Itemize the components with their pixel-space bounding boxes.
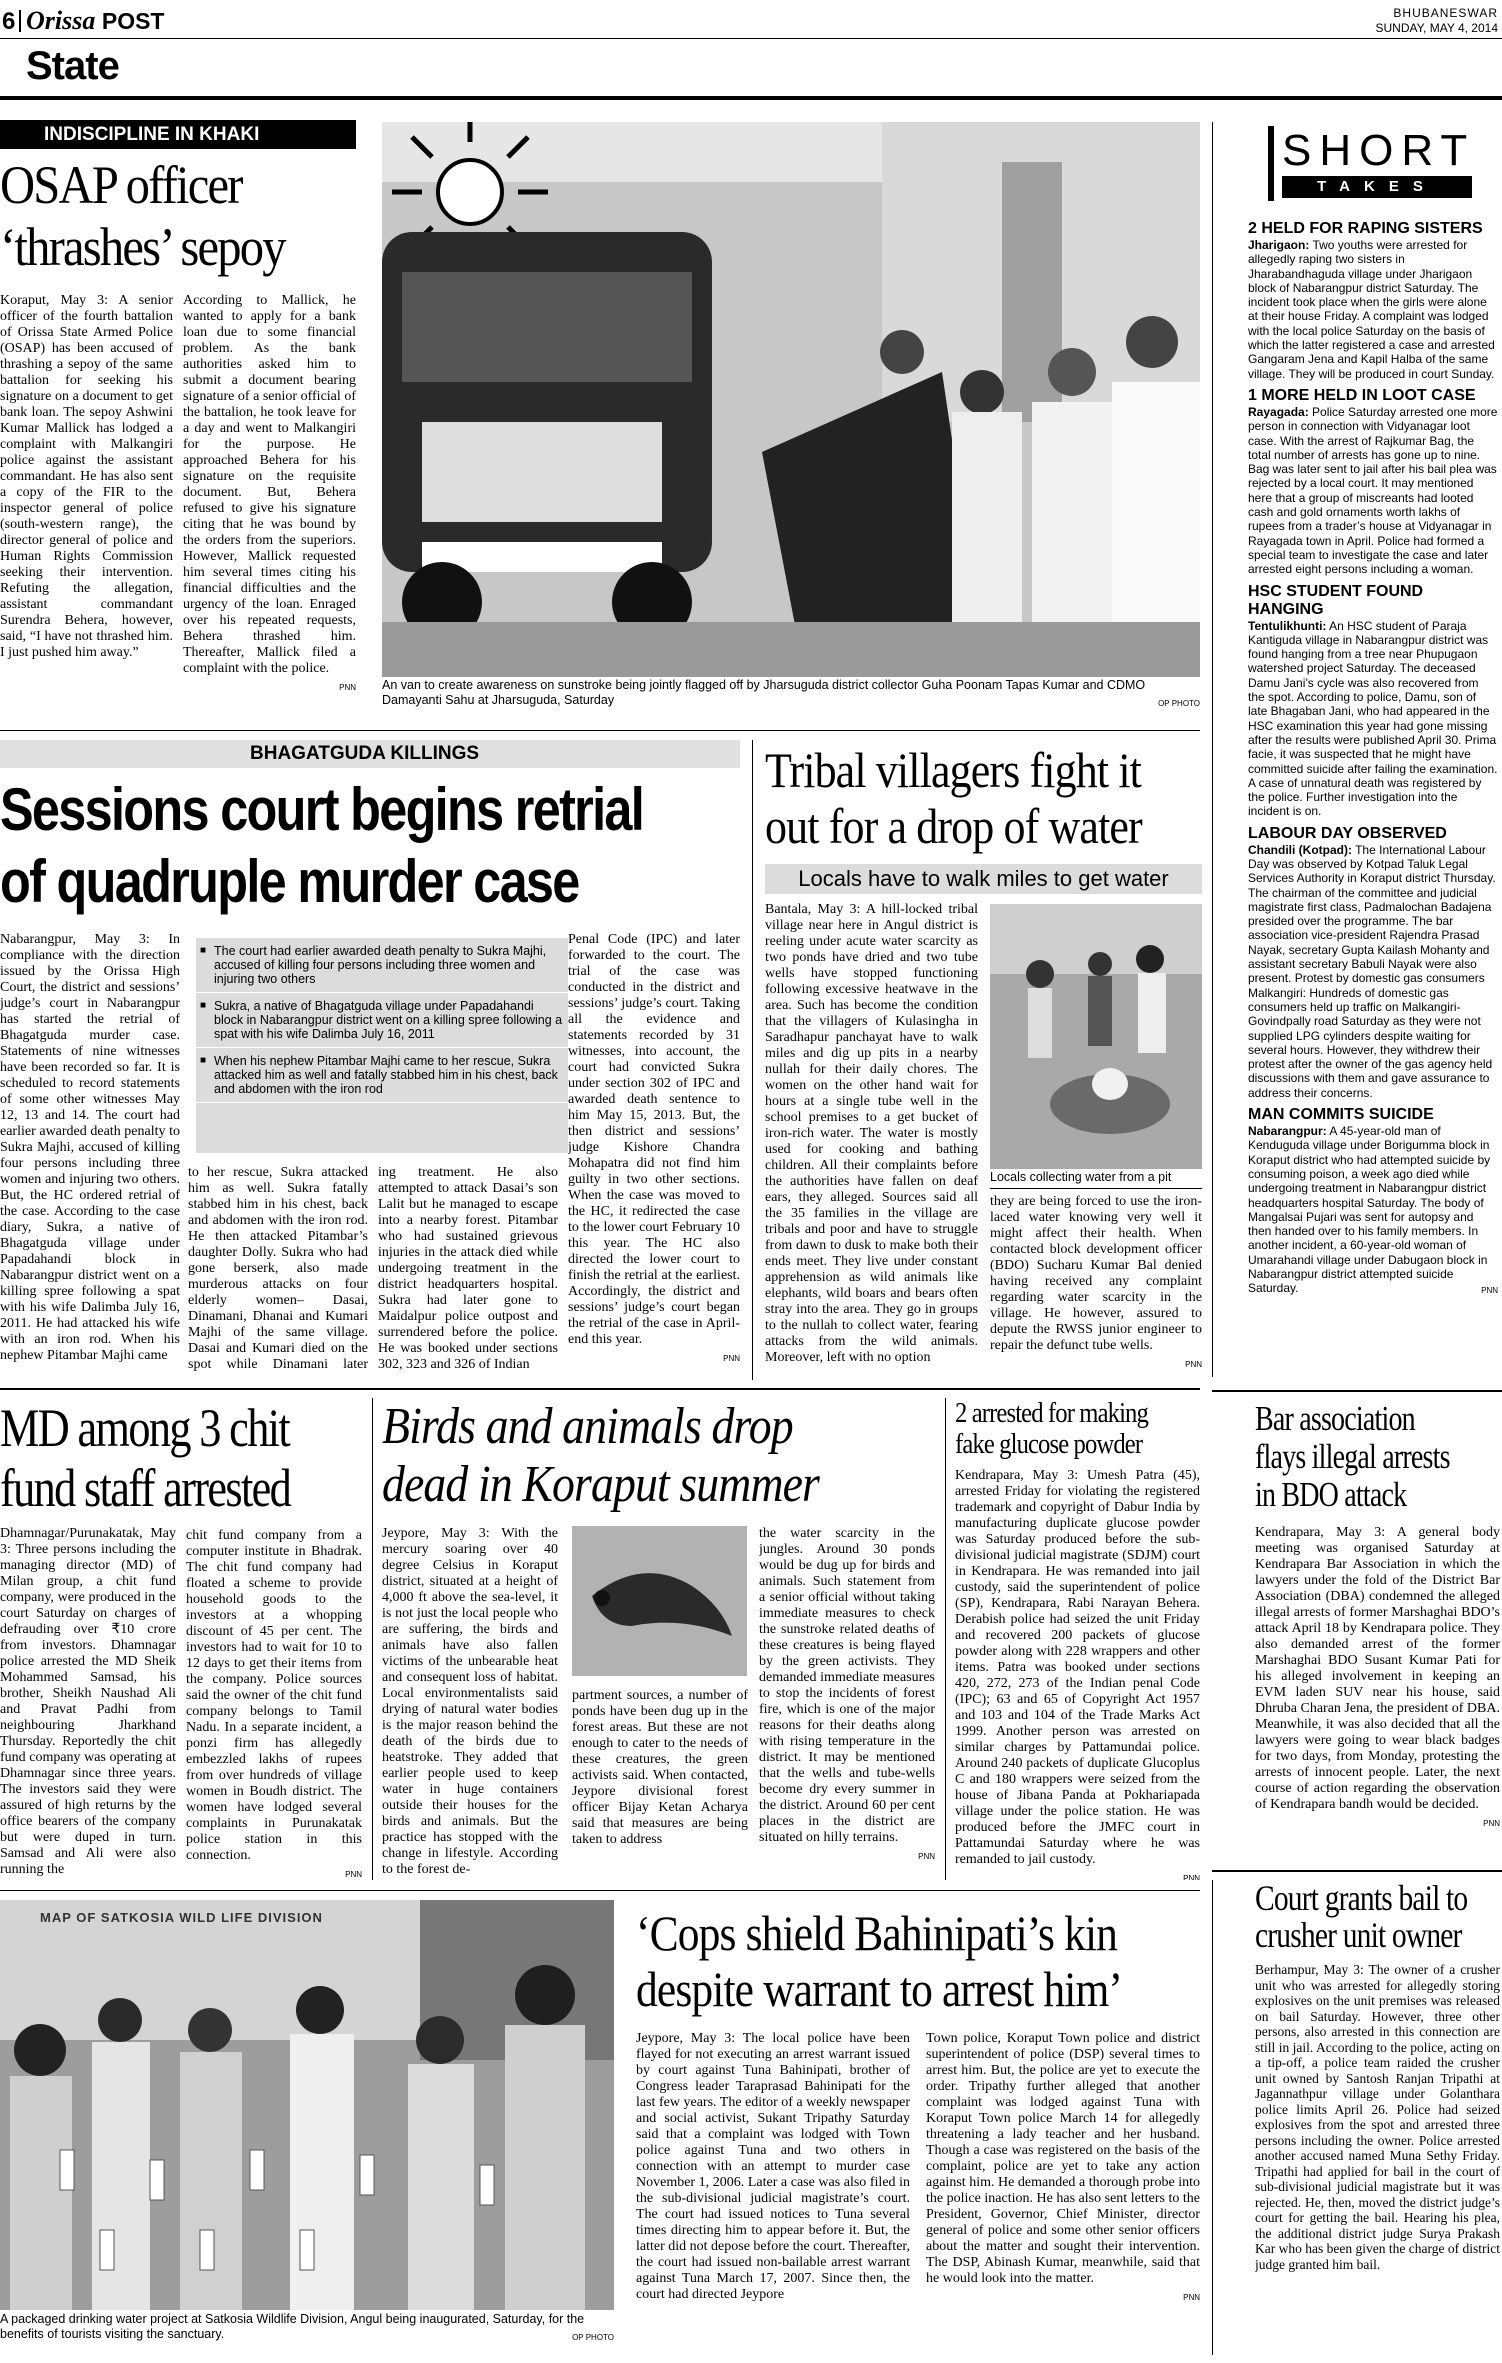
headline: Court grants bail to crusher unit owner: [1255, 1878, 1468, 1955]
van-photo: [382, 122, 1200, 677]
bail-story: [1255, 1880, 1500, 2355]
sessions-col-4: Penal Code (IPC) and later forwarded to the court. The trial of the case was conducted in the district and sessions’ judge’s court. Taking all the evidence and statements recorded by 31 witnesses, into account, the court had convicted Sukra under section 302 of IPC and awarded death sentence to him May 15, 2013. But, the then district and sessions’ judge Kishore Chandra Mohapatra did not find him guilty in two other sections. When the case was moved to the HC, it redirected the case to the lower court February 10 this year. The HC also directed the lower court to finish the retrial at the earliest. Accordingly, the district and sessions’ judge’s court began the retrial of the case in April-end this year. PNN: [568, 932, 740, 1363]
birds-story: [382, 1398, 935, 1880]
short-take-item: 1 MORE HELD IN LOOT CASE Rayagada: Police Saturday arrested one more person in connection with Vidyanagar loot case. With the arrest of Rajkumar Bag, the total number of arrests has gone up to nine. Bag was later sent to jail after his bail plea was rejected by a local court. It may mentioned here that a group of miscreants had looted cash and gold ornaments worth lakhs of rupees from a trader’s house at Vidyanagar in Rayagada town in April. Police had formed a special team to investigate the case and later arrested eight persons including a woman.: [1248, 386, 1498, 577]
paper-name: Orissa POST: [26, 6, 165, 35]
headline: Sessions court begins retrial of quadruple murder case: [0, 776, 644, 915]
short-takes-logo: SHORT TAKES: [1268, 126, 1483, 206]
tribal-photo-caption: Locals collecting water from a pit: [990, 1170, 1172, 1184]
birds-col-1: Jeypore, May 3: With the mercury soaring over 40 degree Celsius in Koraput district, situated at a height of 4,000 ft above the sea-level, it is not just the local people who are suffering, the birds and animals have also fallen victims of the unbearable heat and consequent loss of habitat. Local environmentalists said drying of natural water bodies is the major reason behind the death of the birds due to heatstroke. They added that earlier people used to keep water in huge containers outside their houses for the birds and animals. But the practice has stopped with the change in lifestyle. According to the forest de-: [382, 1526, 558, 1877]
md-col-1: Dhamnagar/Purunakatak, May 3: Three persons including the managing director (MD) of Milan group, a chit fund company, were produced in the court Saturday on charges of defrauding over ₹10 crore from investors. Dhamnagar police arrested the MD Sheik Mohammed Samsad, his brother, Sheikh Naushad Ali and Pravat Padhi from neighbouring Jharkhand Thursday. Reportedly the chit fund company was operating at Dhamnagar since three years. The investors said they were assured of high returns by the office bearers of the company but were duped in turn. Samsad and Ali were also running the: [0, 1526, 176, 1877]
photo-banner-text: MAP OF SATKOSIA WILD LIFE DIVISION: [40, 1910, 323, 1925]
glucose-story: [955, 1398, 1200, 1880]
osap-col-2: According to Mallick, he wanted to apply for a bank loan due to some financial problem. As the bank authorities asked him to submit a document bearing signature of a senior official of the battalion, he took leave for a day and went to Malkangiri for the purpose. He approached Behera for his signature on the requisite document. But, Behera refused to give his signature citing that he was bound by the orders from the superiors. However, Mallick requested him several times citing his financial difficulties and the urgency of the loan. Enraged over his repeated requests, Behera thrashed him. Thereafter, Mallick filed a complaint with the police. PNN: [183, 293, 356, 692]
osap-col-1: Koraput, May 3: A senior officer of the fourth battalion of Orissa State Armed Police (OSAP) has been accused of thrashing a sepoy of the same battalion for seeking his signature on a document to get bank loan. The sepoy Ashwini Kumar Mallick has lodged a complaint with Malkangiri police against the assistant commandant. He has also sent a copy of the FIR to the inspector general of police (south-western range), the director general of police and Human Rights Commission seeking their intervention. Refuting the allegation, assistant commandant Surendra Behera, however, said, “I have not thrashed him. I just pushed him away.”: [0, 293, 173, 660]
headline: Birds and animals drop dead in Koraput summer: [382, 1398, 819, 1513]
edition-date: SUNDAY, MAY 4, 2014: [1375, 21, 1498, 35]
bail-body: Berhampur, May 3: The owner of a crusher unit who was arrested for allegedly storing explosives on the unit premises was released on bail Saturday. However, three other persons, also arrested in this connection are still in jail. According to the police, acting on a tip-off, a police team raided the crusher unit owned by Santosh Ranjan Tripathi at Jagannathpur village under Golanthara police limits April 26. Police had seized explosives from the spot and arrested three persons including the owner. Police arrested another accused named Muna Sethy Friday. Tripathi had applied for bail in the court of sub-divisional judicial magistrate but it was rejected. He, then, moved the district judge’s court for getting the bail. Hearing his plea, the additional district judge Surya Prakash Kar who has been given the charge of district judge granted him bail.: [1255, 1962, 1500, 2272]
birds-col-2: partment sources, a number of ponds have been dug up in the forest areas. But these are not enough to cater to the needs of these creatures, the green activists said. When contacted, Jeypore divisional forest officer Bijay Ketan Acharya said that measures are being taken to address: [572, 1688, 748, 1847]
tribal-col-1: Bantala, May 3: A hill-locked tribal village near here in Angul district is reeling under acute water scarcity as two ponds have dried and two tube wells have stopped functioning following excessive heatwave in the area. Such has become the condition that the villagers of Kulasingha in Saradhapur panchayat have to walk miles and dig up pits in a nearby nullah for their daily chores. The women on the other hand wait for hours at a single tube well in the school premises to a get bucket of iron-rich water. The water is mostly used for cooking and bathing children. All their complaints before the authorities have fallen on deaf ears, they alleged. Sources said all the 35 families in the village are tribals and poor and have to struggle from dawn to dusk to make both their ends meet. They live under constant apprehension as wild animals like elephants, wild boars and bears often stray into the area. They go in groups to the nullah to collect water, fearing attacks from the wild animals. Moreover, left with no option: [765, 902, 978, 1365]
kicker: BHAGATGUDA KILLINGS: [0, 740, 740, 768]
water-photo-caption: A packaged drinking water project at Satkosia Wildlife Division, Angul being inaugurated, Saturday, for the benefits of tourists visiting the sanctuary. OP PHOTO: [0, 2312, 614, 2342]
headline: Tribal villagers fight it out for a drop of water: [765, 742, 1142, 854]
tribal-col-2: they are being forced to use the iron-laced water knowing very well it might affect their health. When contacted block development officer (BDO) Sucharu Kumar Bal denied having received any complaint regarding water scarcity in the village. He however, assured to depute the RWSS junior engineer to repair the defunct tube wells. PNN: [990, 1194, 1202, 1369]
sessions-bullet-box: [196, 938, 568, 1153]
bullet-point: ■ The court had earlier awarded death penalty to Sukra Majhi, accused of killing four persons including three women and injuring two others: [196, 938, 568, 993]
cops-col-1: Jeypore, May 3: The local police have been flayed for not executing an arrest warrant issued by court against Tuna Bahinipati, brother of Congress leader Taraprasad Bahinipati for the last few years. The editor of a weekly newspaper and social activist, Sukant Tripathy Saturday said that a complaint was lodged with Town police against Tuna and two others in connection with an attempt to murder case November 1, 2006. Later a case was also filed in the sub-divisional judicial magistrate’s court. The court had issued notices to Tuna several times directing him to appear before it. But, the latter did not depose before the court. Thereafter, the court had issued non-bailable arrest warrant against Tuna March 17, 2007. Since then, the court had directed Jeypore: [636, 2031, 910, 2302]
edition-city: BHUBANESWAR: [1393, 6, 1498, 20]
headline: OSAP officer ‘thrashes’ sepoy: [0, 155, 285, 277]
cops-col-2: Town police, Koraput Town police and district superintendent of police (DSP) several times to arrest him. But, the police are yet to execute the order. Tripathy further alleged that another complaint was lodged against Tuna with Koraput Town police March 14 for allegedly threatening a lady teacher and her husband. Though a case was registered on the basis of the complaint, police are yet to take any action against him. He demanded a thorough probe into the police inaction. He has also sent letters to the President, Governor, Chief Minister, director general of police and some other senior officers about the matter and sought their intervention. The DSP, Abinash Kumar, meanwhile, said that he would look into the matter. PNN: [926, 2031, 1200, 2302]
water-project-illustration: [0, 1900, 614, 2310]
headline: ‘Cops shield Bahinipati’s kin despite warrant to arrest him’: [636, 1905, 1123, 2017]
osap-story: [0, 120, 366, 720]
short-takes-list: [1248, 214, 1498, 1299]
sessions-col-3: ing treatment. He also attempted to attack Dasai’s son Lalit but he managed to escape into a nearby forest. Pitambar who had sustained grievous injuries in the attack died while undergoing treatment in the district headquarters hospital. Sukra had later gone to Maidalpur police outpost and surrendered before the police. He was booked under sections 302, 323 and 326 of Indian: [378, 1165, 558, 1372]
md-col-2: chit fund company from a computer institute in Bhadrak. The chit fund company had floated a scheme to provide household goods to the investors at a whopping discount of 45 per cent. The investors had to wait for 10 to 12 days to get their items from the company. Police sources said the owner of the chit fund company belongs to Tamil Nadu. In a separate incident, a ponzi firm has allegedly embezzled lakhs of rupees from over hundreds of village women in Boudh district. The women have lodged several complaints in Purunakatak police station in this connection. PNN: [186, 1528, 362, 1879]
bar-story: [1255, 1400, 1500, 1870]
tribal-photo-illustration: [990, 904, 1202, 1169]
headline: 2 arrested for making fake glucose powder: [955, 1398, 1148, 1460]
deck: Locals have to walk miles to get water: [765, 864, 1202, 894]
cops-story: [636, 1905, 1200, 2350]
masthead: [0, 0, 1502, 100]
section-underline: [0, 96, 1502, 100]
short-take-item: LABOUR DAY OBSERVED Chandili (Kotpad): The International Labour Day was observed by Kotpad Taluk Legal Services Authority in Koraput district Thursday. The chairman of the committee and judicial magistrate first class, Padmalochan Badajena presided over the programme. The bar association vice-president Rajendra Prasad Nayak, secretary Gupta Kailash Mohanty and assistant secretary Babuli Nayak were also present. Protest by domestic gas consumers Malkangiri: Hundreds of domestic gas consumers held up traffic on Malkangiri-Govindpally road Saturday as they were not supplied LPG cylinders despite waiting for several hours. However, they withdrew their protest after the owner of the gas agency held discussions with them and gave assurance to address their concerns.: [1248, 824, 1496, 1100]
short-take-item: MAN COMMITS SUICIDE Nabarangpur: A 45-year-old man of Kenduguda village under Borigumma block in Koraput district who had attempted suicide by consuming poison, a week ago died while undergoing treatment in Nabarangpur district headquarters hospital Saturday. The body of Mangalsai Pujari was sent for autopsy and then handed over to his family members. In another incident, a 60-year-old woman of Umarahandi village under Dabugaon block in Nabarangpur district attempted suicide Saturday. PNN: [1248, 1106, 1498, 1296]
page-number: 6: [2, 8, 16, 35]
kicker: INDISCIPLINE IN KHAKI: [0, 120, 356, 149]
bullet-point: ■ Sukra, a native of Bhagatguda village under Papadahandi block in Nabarangpur district went on a killing spree following a spat with his wife Dalimba July 16, 2011: [196, 993, 568, 1048]
tribal-photo: [990, 904, 1202, 1169]
water-project-photo: [0, 1900, 614, 2310]
headline: Bar association flays illegal arrests in BDO attack: [1255, 1399, 1450, 1514]
sessions-col-2: to her rescue, Sukra attacked him as well. Sukra fatally stabbed him in his chest, back and abdomen with the iron rod. He then attacked Pitambar’s daughter Dolly. Sukra who had gone berserk, also made murderous attacks on four elderly women– Dasai, Dinamani, Dhanai and Kumari Majhi of the same village. Dasai and Kumari died on the spot while Dinamani later: [188, 1165, 368, 1372]
short-take-item: 2 HELD FOR RAPING SISTERS Jharigaon: Two youths were arrested for allegedly raping two sisters in Jharabandhaguda village under Jharigaon block of Nabarangpur district Saturday. The incident took place when the girls were alone at their house Friday. A complaint was lodged with the local police Saturday on the basis of which the latter registered a case and arrested Gangaram Jena and Kapil Halba of the same village. They will be produced in court Sunday.: [1248, 220, 1495, 381]
tribal-story: [765, 742, 1202, 1382]
short-take-item: HSC STUDENT FOUND HANGING Tentulikhunti: An HSC student of Paraja Kantiguda village in Nabarangpur district was found hanging from a tree near Phupugaon watershed project Saturday. The deceased Damu Jani’s cycle was also recovered from the spot. According to police, Damu, son of late Bhagaban Jani, who had appeared in the HSC examination this year had gone missing after the results were published April 30. Prima facie, it was suspected that he might have committed suicide after failing the examination. A case of unnatural death was registered by the police. Further investigation into the incident is on.: [1248, 582, 1498, 819]
section-title: State: [26, 44, 119, 88]
sessions-story: [0, 740, 740, 1380]
birds-photo: [572, 1526, 747, 1676]
bullet-point: ■ When his nephew Pitambar Majhi came to her rescue, Sukra attacked him as well and fatally stabbed him in his chest, back and abdomen with the iron rod: [196, 1048, 568, 1103]
glucose-body: Kendrapara, May 3: Umesh Patra (45), arrested Friday for violating the registered trademark and copyright of Dabur India by manufacturing duplicate glucose powder was Saturday produced before the sub-divisional judicial magistrate (SDJM) court in Kendrapara. He was remanded into jail custody, said the superintendent of police (SP), Kendrapara, Rabi Narayan Behera. Derabish police had seized the unit Friday and recovered 200 packets of glucose powder along with 228 wrappers and other items. Patra was booked under sections 420, 272, 273 of the Indian penal Code (IPC); 63 and 65 of Copyright Act 1957 and 103 and 104 of the Trade Marks Act 1999. Another person was arrested on similar charges by Pattamundai police. Around 240 packets of duplicate Glucoplus C and 180 wrappers were seized from the house of Jibana Panda at Pokhariapada village under the police station. He was produced before the JMFC court in Pattamundai Saturday where he was remanded to jail custody. PNN: [955, 1468, 1200, 1880]
sessions-col-1: Nabarangpur, May 3: In compliance with the direction issued by the Orissa High Court, the district and sessions’ judge’s court in Nabarangpur has started the retrial of Bhagatguda murder case. Statements of nine witnesses have been recorded so far. It is scheduled to record statements of some other witnesses May 12, 13 and 14. The court had earlier awarded death penalty to Sukra Majhi, accused of killing four persons including three women and injuring two others. But, the HC ordered retrial of the case. According to the case diary, Sukra, a native of Bhagatguda village under Papadahandi block in Nabarangpur district went on a killing spree following a spat with his wife Dalimba July 16, 2011. He had attacked his wife with an iron rod. When his nephew Pitambar Majhi came: [0, 932, 180, 1363]
van-photo-illustration: [382, 122, 1200, 677]
birds-col-3: the water scarcity in the jungles. Around 30 ponds would be dug up for birds and animals. Such statement from a senior official without taking immediate measures to check the sunstroke related deaths of these creatures is being flayed by the green activists. They demanded immediate measures to stop the incidents of forest fire, which is one of the major reasons for their deaths along with rising temperature in the district. It may be mentioned that the wells and tube-wells become dry every summer in the district. Around 60 per cent places in the district are situated on hilly terrains. PNN: [759, 1526, 935, 1861]
masthead-divider: [19, 10, 21, 32]
bar-body: Kendrapara, May 3: A general body meeting was organised Saturday at Kendrapara Bar Association in which the lawyers under the fold of the District Bar Association (DBA) condemned the alleged illegal arrests of former Marshaghai BDO’s attack April 18 by Kendrapara police. They also demanded arrest of the former Marshaghai BDO Susant Kumar Pati for his alleged involvement in keeping an EVM laden SUV near his house, said Dhruba Charan Jena, the president of DBA. Meanwhile, it was also decided that all the lawyers were going to wear black badges for two days, from Monday, protesting the arrests of innocent people. Later, the next course of action regarding the observation of Kendrapara bandh would be decided. PNN: [1255, 1525, 1500, 1828]
dead-bird-illustration: [572, 1526, 747, 1676]
short-takes: [1248, 124, 1498, 1379]
van-photo-caption: An van to create awareness on sunstroke being jointly flagged off by Jharsuguda district collector Guha Poonam Tapas Kumar and CDMO Damayanti Sahu at Jharsuguda, Saturday OP PHOTO: [382, 678, 1200, 708]
md-story: [0, 1398, 365, 1880]
headline: MD among 3 chit fund staff arrested: [0, 1398, 291, 1518]
